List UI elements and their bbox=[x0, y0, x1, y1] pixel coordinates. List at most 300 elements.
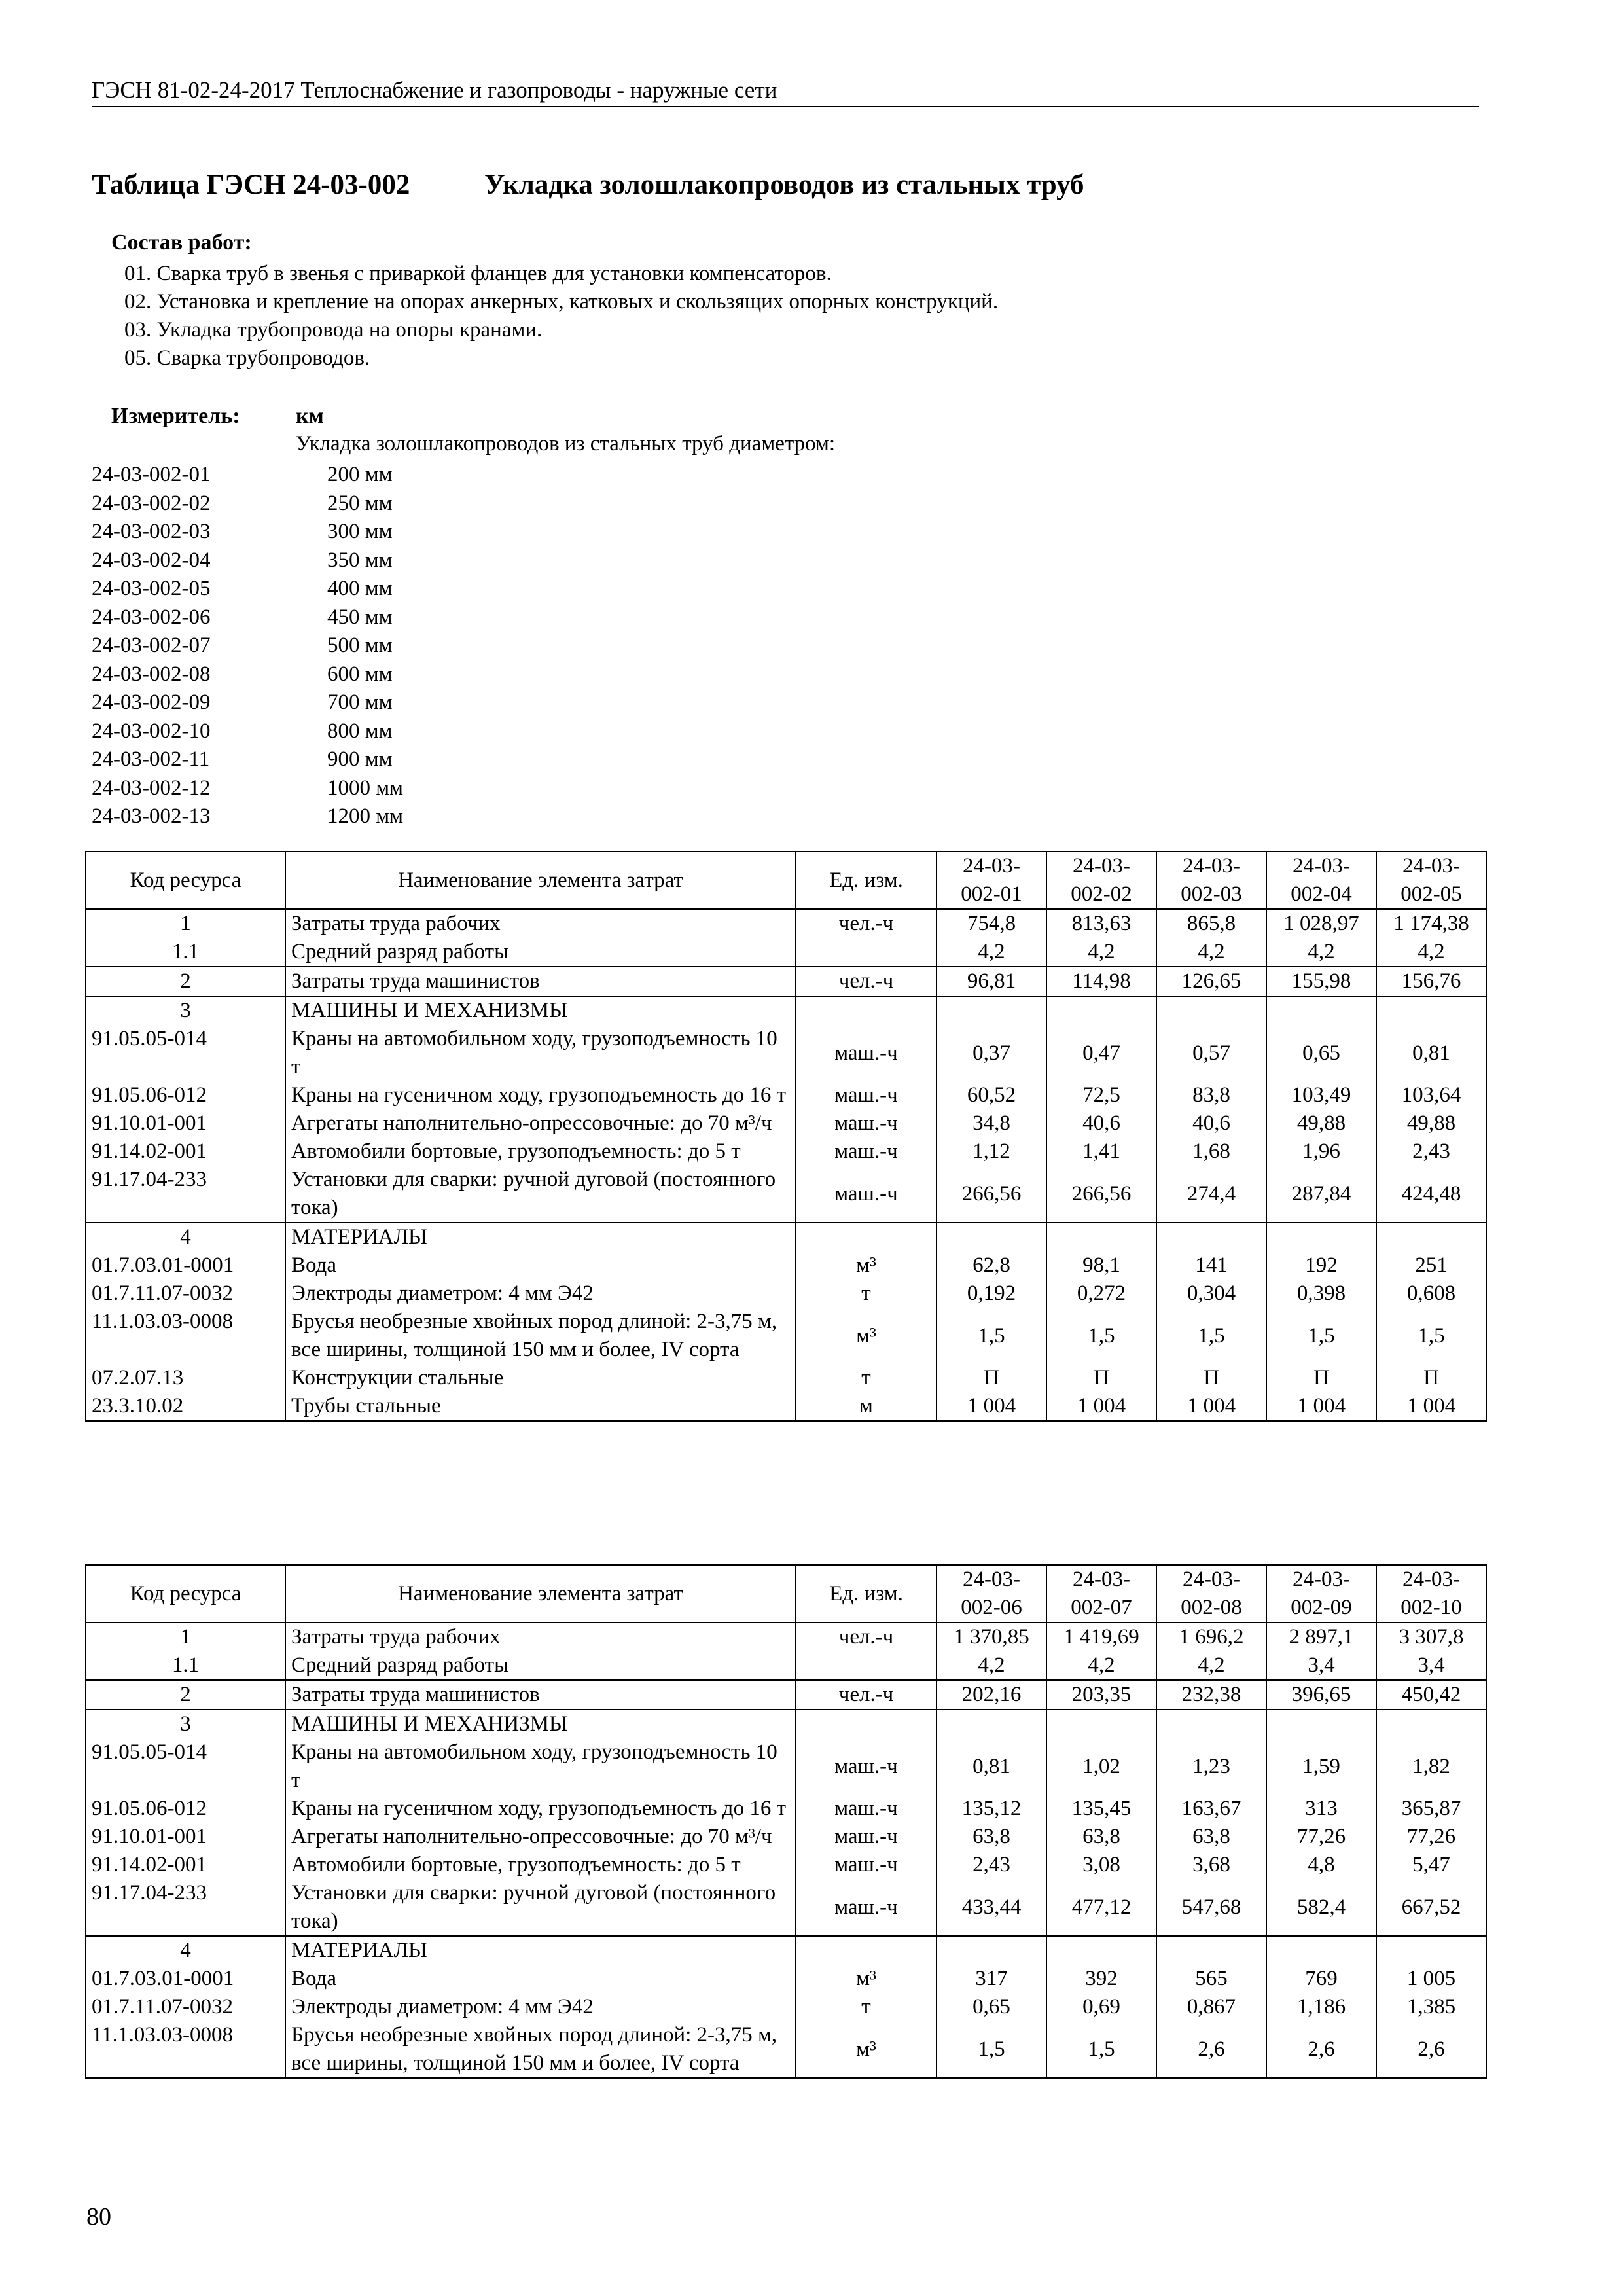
resource-unit: маш.-ч bbox=[796, 1795, 936, 1823]
cost-value bbox=[1266, 1223, 1376, 1251]
cost-value: 4,2 bbox=[1156, 1651, 1266, 1680]
resource-name: Затраты труда рабочих bbox=[285, 909, 796, 938]
pipe-diameter: 800 мм bbox=[327, 719, 393, 743]
cost-value: 2,6 bbox=[1156, 2021, 1266, 2078]
norm-code: 24-03-002-06 bbox=[92, 605, 211, 629]
cost-value: 450,42 bbox=[1376, 1680, 1486, 1710]
norm-code: 24-03-002-02 bbox=[92, 491, 211, 515]
col-header-line: 24-03- bbox=[1402, 854, 1460, 878]
cost-value: 72,5 bbox=[1046, 1081, 1156, 1109]
table-name: Укладка золошлакопроводов из стальных труб bbox=[484, 170, 1084, 200]
col-header-line: 002-06 bbox=[961, 1596, 1022, 1619]
cost-value: 1,5 bbox=[1046, 1308, 1156, 1364]
cost-value: 4,2 bbox=[936, 938, 1046, 967]
resource-code: 01.7.11.07-0032 bbox=[86, 1993, 285, 2021]
resource-unit: м³ bbox=[796, 2021, 936, 2078]
cost-value: 141 bbox=[1156, 1251, 1266, 1280]
cost-value: 1 004 bbox=[936, 1392, 1046, 1421]
cost-value: 274,4 bbox=[1156, 1166, 1266, 1223]
code-row bbox=[92, 660, 403, 689]
resource-name: Установки для сварки: ручной дуговой (постоянного тока) bbox=[285, 1879, 796, 1936]
cost-value: 3,68 bbox=[1156, 1851, 1266, 1879]
cost-value: 251 bbox=[1376, 1251, 1486, 1280]
cost-value: 163,67 bbox=[1156, 1795, 1266, 1823]
cost-value: 547,68 bbox=[1156, 1879, 1266, 1936]
cost-value: 1,41 bbox=[1046, 1138, 1156, 1166]
cost-value bbox=[1046, 1936, 1156, 1965]
cost-value: 3,4 bbox=[1376, 1651, 1486, 1680]
resource-name: Вода bbox=[285, 1965, 796, 1993]
cost-value: 0,47 bbox=[1046, 1025, 1156, 1081]
resource-name: МАШИНЫ И МЕХАНИЗМЫ bbox=[285, 1710, 796, 1738]
cost-value: 103,64 bbox=[1376, 1081, 1486, 1109]
resource-code: 91.17.04-233 bbox=[86, 1166, 285, 1223]
cost-value: 2,43 bbox=[1376, 1138, 1486, 1166]
table-row bbox=[86, 1823, 1486, 1851]
norm-code: 24-03-002-12 bbox=[92, 776, 211, 800]
col-header-norm bbox=[936, 1565, 1046, 1623]
cost-value: 155,98 bbox=[1266, 967, 1376, 996]
header-row bbox=[86, 1565, 1486, 1623]
cost-value bbox=[1046, 996, 1156, 1025]
cost-value: 1 004 bbox=[1156, 1392, 1266, 1421]
cost-value: 0,867 bbox=[1156, 1993, 1266, 2021]
col-header-norm bbox=[936, 852, 1046, 909]
cost-value: 0,37 bbox=[936, 1025, 1046, 1081]
resource-unit: маш.-ч bbox=[796, 1823, 936, 1851]
cost-value: 266,56 bbox=[1046, 1166, 1156, 1223]
code-row bbox=[92, 802, 403, 831]
cost-value: 0,69 bbox=[1046, 1993, 1156, 2021]
cost-value: 103,49 bbox=[1266, 1081, 1376, 1109]
code-row bbox=[92, 518, 403, 547]
table-title bbox=[92, 169, 1084, 201]
cost-value: 1,82 bbox=[1376, 1738, 1486, 1795]
table-row bbox=[86, 1138, 1486, 1166]
resource-unit: маш.-ч bbox=[796, 1081, 936, 1109]
col-header-line: 002-07 bbox=[1071, 1596, 1132, 1619]
table-row bbox=[86, 1280, 1486, 1308]
resource-code: 4 bbox=[86, 1223, 285, 1251]
resource-unit: маш.-ч bbox=[796, 1025, 936, 1081]
resource-code: 3 bbox=[86, 1710, 285, 1738]
cost-value: 0,192 bbox=[936, 1280, 1046, 1308]
resource-code: 23.3.10.02 bbox=[86, 1392, 285, 1421]
resource-code: 3 bbox=[86, 996, 285, 1025]
resource-code: 91.14.02-001 bbox=[86, 1851, 285, 1879]
col-header-line: 002-09 bbox=[1291, 1596, 1352, 1619]
cost-value: 754,8 bbox=[936, 909, 1046, 938]
col-header-line: 002-03 bbox=[1181, 882, 1242, 906]
resource-name: Средний разряд работы bbox=[285, 1651, 796, 1680]
cost-value: 1,68 bbox=[1156, 1138, 1266, 1166]
cost-value: 4,2 bbox=[1046, 1651, 1156, 1680]
resource-name: Затраты труда машинистов bbox=[285, 1680, 796, 1710]
table-row bbox=[86, 1025, 1486, 1081]
code-row bbox=[92, 547, 403, 575]
col-header-norm bbox=[1156, 1565, 1266, 1623]
cost-value: 1,5 bbox=[936, 1308, 1046, 1364]
cost-value: 392 bbox=[1046, 1965, 1156, 1993]
cost-value: 0,81 bbox=[936, 1738, 1046, 1795]
col-header-name: Наименование элемента затрат bbox=[285, 1565, 796, 1623]
resource-name: Краны на гусеничном ходу, грузоподъемность до 16 т bbox=[285, 1795, 796, 1823]
cost-value: 1,5 bbox=[1156, 1308, 1266, 1364]
cost-value: 60,52 bbox=[936, 1081, 1046, 1109]
page-number: 80 bbox=[86, 2203, 111, 2231]
cost-value: 1 004 bbox=[1046, 1392, 1156, 1421]
resource-name: Автомобили бортовые, грузоподъемность: до 5 т bbox=[285, 1138, 796, 1166]
cost-value: 2 897,1 bbox=[1266, 1623, 1376, 1651]
table-row bbox=[86, 1993, 1486, 2021]
norm-code: 24-03-002-08 bbox=[92, 662, 211, 686]
norm-code: 24-03-002-01 bbox=[92, 463, 211, 486]
cost-value bbox=[1156, 1223, 1266, 1251]
col-header-line: 24-03- bbox=[1402, 1568, 1460, 1591]
col-header-code: Код ресурса bbox=[86, 1565, 285, 1623]
cost-value bbox=[936, 996, 1046, 1025]
cost-value: 1,23 bbox=[1156, 1738, 1266, 1795]
resource-unit: м³ bbox=[796, 1965, 936, 1993]
table-row bbox=[86, 2021, 1486, 2078]
resource-unit: маш.-ч bbox=[796, 1109, 936, 1138]
resource-code: 01.7.11.07-0032 bbox=[86, 1280, 285, 1308]
pipe-diameter: 450 мм bbox=[327, 605, 393, 629]
cost-value: 1,5 bbox=[1376, 1308, 1486, 1364]
page-header: ГЭСН 81-02-24-2017 Теплоснабжение и газопроводы - наружные сети bbox=[92, 77, 1479, 107]
resource-name: Затраты труда машинистов bbox=[285, 967, 796, 996]
resource-name: Средний разряд работы bbox=[285, 938, 796, 967]
col-header-line: 24-03- bbox=[963, 854, 1020, 878]
resource-unit: маш.-ч bbox=[796, 1138, 936, 1166]
col-header-norm bbox=[1266, 852, 1376, 909]
cost-value: 135,12 bbox=[936, 1795, 1046, 1823]
table-row bbox=[86, 1109, 1486, 1138]
cost-value: 3,08 bbox=[1046, 1851, 1156, 1879]
cost-value bbox=[1266, 1936, 1376, 1965]
norm-code: 24-03-002-13 bbox=[92, 804, 211, 828]
code-row bbox=[92, 461, 403, 490]
resource-unit: т bbox=[796, 1993, 936, 2021]
cost-value: 1,59 bbox=[1266, 1738, 1376, 1795]
resource-unit: чел.-ч bbox=[796, 1623, 936, 1651]
table-row bbox=[86, 909, 1486, 938]
table-row bbox=[86, 1651, 1486, 1680]
resource-unit: чел.-ч bbox=[796, 967, 936, 996]
resource-name: Брусья необрезные хвойных пород длиной: 2-3,75 м, все ширины, толщиной 150 мм и более, IV сорта bbox=[285, 2021, 796, 2078]
cost-value bbox=[1376, 1223, 1486, 1251]
cost-value: 63,8 bbox=[936, 1823, 1046, 1851]
cost-value bbox=[1046, 1223, 1156, 1251]
table-code: Таблица ГЭСН 24-03-002 bbox=[92, 170, 410, 200]
cost-value: 317 bbox=[936, 1965, 1046, 1993]
cost-value: П bbox=[1046, 1364, 1156, 1392]
col-header-line: 002-04 bbox=[1291, 882, 1352, 906]
resource-code: 11.1.03.03-0008 bbox=[86, 2021, 285, 2078]
table-row bbox=[86, 1392, 1486, 1421]
cost-value bbox=[1156, 1710, 1266, 1738]
pipe-diameter: 1000 мм bbox=[327, 776, 404, 800]
table-row bbox=[86, 1710, 1486, 1738]
works-label: Состав работ: bbox=[111, 230, 252, 255]
cost-value: 63,8 bbox=[1046, 1823, 1156, 1851]
cost-value: 1,186 bbox=[1266, 1993, 1376, 2021]
cost-value: 0,81 bbox=[1376, 1025, 1486, 1081]
code-row bbox=[92, 575, 403, 603]
resource-name: Агрегаты наполнительно-опрессовочные: до 70 м³/ч bbox=[285, 1109, 796, 1138]
resource-code: 01.7.03.01-0001 bbox=[86, 1251, 285, 1280]
cost-value: 4,2 bbox=[1046, 938, 1156, 967]
resource-code: 07.2.07.13 bbox=[86, 1364, 285, 1392]
table-row bbox=[86, 1965, 1486, 1993]
col-header-line: 24-03- bbox=[963, 1568, 1020, 1591]
cost-value: 1,02 bbox=[1046, 1738, 1156, 1795]
col-header-line: 002-05 bbox=[1400, 882, 1462, 906]
cost-value: 156,76 bbox=[1376, 967, 1486, 996]
cost-value: П bbox=[1376, 1364, 1486, 1392]
cost-value: П bbox=[1266, 1364, 1376, 1392]
cost-value: 232,38 bbox=[1156, 1680, 1266, 1710]
resource-unit bbox=[796, 1651, 936, 1680]
resource-unit: маш.-ч bbox=[796, 1738, 936, 1795]
cost-value: 1 004 bbox=[1376, 1392, 1486, 1421]
pipe-diameter: 900 мм bbox=[327, 747, 393, 771]
pipe-diameter: 200 мм bbox=[327, 463, 393, 486]
resource-code: 91.14.02-001 bbox=[86, 1138, 285, 1166]
resource-name: Агрегаты наполнительно-опрессовочные: до 70 м³/ч bbox=[285, 1823, 796, 1851]
cost-value: 114,98 bbox=[1046, 967, 1156, 996]
norm-code: 24-03-002-11 bbox=[92, 747, 210, 771]
cost-value: 433,44 bbox=[936, 1879, 1046, 1936]
col-header-line: 002-08 bbox=[1181, 1596, 1242, 1619]
resource-code: 1.1 bbox=[86, 938, 285, 967]
table-row bbox=[86, 1738, 1486, 1795]
cost-value: 77,26 bbox=[1376, 1823, 1486, 1851]
cost-value: 4,2 bbox=[1266, 938, 1376, 967]
resource-code: 91.05.05-014 bbox=[86, 1025, 285, 1081]
norm-code: 24-03-002-04 bbox=[92, 548, 211, 572]
cost-value: 203,35 bbox=[1046, 1680, 1156, 1710]
table-row bbox=[86, 1166, 1486, 1223]
col-header-line: 002-02 bbox=[1071, 882, 1132, 906]
cost-value bbox=[1046, 1710, 1156, 1738]
cost-value bbox=[1376, 1936, 1486, 1965]
resource-code: 1 bbox=[86, 909, 285, 938]
resource-unit bbox=[796, 996, 936, 1025]
pipe-diameter: 500 мм bbox=[327, 634, 393, 657]
cost-value bbox=[1376, 996, 1486, 1025]
norm-code: 24-03-002-10 bbox=[92, 719, 211, 743]
cost-value: 63,8 bbox=[1156, 1823, 1266, 1851]
cost-value: 1,385 bbox=[1376, 1993, 1486, 2021]
cost-value: 83,8 bbox=[1156, 1081, 1266, 1109]
resource-unit: м³ bbox=[796, 1251, 936, 1280]
resource-name: Электроды диаметром: 4 мм Э42 bbox=[285, 1993, 796, 2021]
pipe-diameter: 1200 мм bbox=[327, 804, 404, 828]
resource-unit bbox=[796, 1710, 936, 1738]
resource-code: 91.05.05-014 bbox=[86, 1738, 285, 1795]
resource-name: Вода bbox=[285, 1251, 796, 1280]
cost-value: 2,6 bbox=[1376, 2021, 1486, 2078]
cost-value: 4,2 bbox=[1376, 938, 1486, 967]
col-header-line: 24-03- bbox=[1183, 854, 1240, 878]
pipe-diameter: 350 мм bbox=[327, 548, 393, 572]
cost-value: 96,81 bbox=[936, 967, 1046, 996]
table-row bbox=[86, 1795, 1486, 1823]
resource-unit bbox=[796, 1936, 936, 1965]
cost-value bbox=[1376, 1710, 1486, 1738]
resource-name: Автомобили бортовые, грузоподъемность: до 5 т bbox=[285, 1851, 796, 1879]
cost-value: 126,65 bbox=[1156, 967, 1266, 996]
resource-table-2 bbox=[85, 1564, 1487, 2079]
resource-unit: чел.-ч bbox=[796, 909, 936, 938]
col-header-line: 24-03- bbox=[1073, 1568, 1130, 1591]
resource-unit: м bbox=[796, 1392, 936, 1421]
col-header-line: 24-03- bbox=[1293, 854, 1350, 878]
resource-name: Брусья необрезные хвойных пород длиной: 2-3,75 м, все ширины, толщиной 150 мм и более, IV сорта bbox=[285, 1308, 796, 1364]
cost-value bbox=[1156, 1936, 1266, 1965]
cost-value: 1 004 bbox=[1266, 1392, 1376, 1421]
norm-code: 24-03-002-07 bbox=[92, 634, 211, 657]
resource-name: Затраты труда рабочих bbox=[285, 1623, 796, 1651]
cost-value: 477,12 bbox=[1046, 1879, 1156, 1936]
cost-value: 0,304 bbox=[1156, 1280, 1266, 1308]
col-header-norm bbox=[1046, 1565, 1156, 1623]
cost-value: 565 bbox=[1156, 1965, 1266, 1993]
cost-value: 2,6 bbox=[1266, 2021, 1376, 2078]
col-header-code: Код ресурса bbox=[86, 852, 285, 909]
resource-code: 1.1 bbox=[86, 1651, 285, 1680]
col-header-line: 24-03- bbox=[1073, 854, 1130, 878]
col-header-unit: Ед. изм. bbox=[796, 1565, 936, 1623]
cost-value: 62,8 bbox=[936, 1251, 1046, 1280]
resource-code: 1 bbox=[86, 1623, 285, 1651]
cost-value: 0,65 bbox=[1266, 1025, 1376, 1081]
resource-unit: т bbox=[796, 1280, 936, 1308]
col-header-line: 24-03- bbox=[1293, 1568, 1350, 1591]
cost-value: 4,8 bbox=[1266, 1851, 1376, 1879]
cost-value: 0,57 bbox=[1156, 1025, 1266, 1081]
pipe-diameter: 300 мм bbox=[327, 520, 393, 543]
resource-code: 2 bbox=[86, 967, 285, 996]
resource-code: 91.10.01-001 bbox=[86, 1109, 285, 1138]
table-row bbox=[86, 1308, 1486, 1364]
resource-name: Трубы стальные bbox=[285, 1392, 796, 1421]
norm-code: 24-03-002-05 bbox=[92, 577, 211, 600]
resource-unit: маш.-ч bbox=[796, 1851, 936, 1879]
pipe-diameter: 250 мм bbox=[327, 491, 393, 515]
col-header-line: 002-01 bbox=[961, 882, 1022, 906]
resource-name: Конструкции стальные bbox=[285, 1364, 796, 1392]
resource-name: МАТЕРИАЛЫ bbox=[285, 1936, 796, 1965]
cost-value: 1,5 bbox=[1046, 2021, 1156, 2078]
table-row bbox=[86, 1251, 1486, 1280]
table-row bbox=[86, 1936, 1486, 1965]
cost-value: 49,88 bbox=[1376, 1109, 1486, 1138]
cost-value: 1 005 bbox=[1376, 1965, 1486, 1993]
works-list bbox=[124, 260, 998, 372]
col-header-name: Наименование элемента затрат bbox=[285, 852, 796, 909]
col-header-norm bbox=[1266, 1565, 1376, 1623]
resource-code: 91.10.01-001 bbox=[86, 1823, 285, 1851]
table-row bbox=[86, 1081, 1486, 1109]
cost-value: 192 bbox=[1266, 1251, 1376, 1280]
pipe-diameter: 700 мм bbox=[327, 691, 393, 714]
cost-value bbox=[936, 1936, 1046, 1965]
cost-value: 98,1 bbox=[1046, 1251, 1156, 1280]
cost-value: 34,8 bbox=[936, 1109, 1046, 1138]
cost-value: 865,8 bbox=[1156, 909, 1266, 938]
cost-value: 769 bbox=[1266, 1965, 1376, 1993]
resource-name: Краны на автомобильном ходу, грузоподъемность 10 т bbox=[285, 1738, 796, 1795]
table-row bbox=[86, 1879, 1486, 1936]
code-row bbox=[92, 490, 403, 518]
resource-unit: т bbox=[796, 1364, 936, 1392]
work-item: 03. Укладка трубопровода на опоры кранами. bbox=[124, 318, 543, 342]
work-item: 01. Сварка труб в звенья с приваркой фланцев для установки компенсаторов. bbox=[124, 262, 832, 285]
table-row bbox=[86, 996, 1486, 1025]
code-row bbox=[92, 632, 403, 660]
resource-unit: чел.-ч bbox=[796, 1680, 936, 1710]
cost-value: 0,65 bbox=[936, 1993, 1046, 2021]
cost-value: П bbox=[936, 1364, 1046, 1392]
cost-value: 4,2 bbox=[936, 1651, 1046, 1680]
cost-value: 813,63 bbox=[1046, 909, 1156, 938]
meter-unit: км bbox=[296, 404, 324, 428]
resource-name: Краны на автомобильном ходу, грузоподъемность 10 т bbox=[285, 1025, 796, 1081]
resource-name: Краны на гусеничном ходу, грузоподъемность до 16 т bbox=[285, 1081, 796, 1109]
cost-value: 0,272 bbox=[1046, 1280, 1156, 1308]
cost-value: 40,6 bbox=[1046, 1109, 1156, 1138]
col-header-norm bbox=[1376, 852, 1486, 909]
cost-value: 1,12 bbox=[936, 1138, 1046, 1166]
resource-unit: м³ bbox=[796, 1308, 936, 1364]
resource-code: 4 bbox=[86, 1936, 285, 1965]
cost-value: 135,45 bbox=[1046, 1795, 1156, 1823]
cost-value: 365,87 bbox=[1376, 1795, 1486, 1823]
cost-value: 77,26 bbox=[1266, 1823, 1376, 1851]
meter-description: Укладка золошлакопроводов из стальных труб диаметром: bbox=[296, 432, 836, 456]
cost-value: 1,5 bbox=[936, 2021, 1046, 2078]
resource-unit: маш.-ч bbox=[796, 1166, 936, 1223]
cost-value: 3 307,8 bbox=[1376, 1623, 1486, 1651]
col-header-line: 24-03- bbox=[1183, 1568, 1240, 1591]
cost-value: 266,56 bbox=[936, 1166, 1046, 1223]
resource-name: Электроды диаметром: 4 мм Э42 bbox=[285, 1280, 796, 1308]
resource-code: 91.17.04-233 bbox=[86, 1879, 285, 1936]
cost-value: 4,2 bbox=[1156, 938, 1266, 967]
resource-unit bbox=[796, 1223, 936, 1251]
resource-table-1 bbox=[85, 851, 1487, 1422]
resource-name: МАШИНЫ И МЕХАНИЗМЫ bbox=[285, 996, 796, 1025]
resource-name: МАТЕРИАЛЫ bbox=[285, 1223, 796, 1251]
col-header-norm bbox=[1046, 852, 1156, 909]
cost-value: 1 174,38 bbox=[1376, 909, 1486, 938]
meter-label: Измеритель: bbox=[111, 404, 240, 428]
resource-code: 01.7.03.01-0001 bbox=[86, 1965, 285, 1993]
resource-unit bbox=[796, 938, 936, 967]
cost-value: П bbox=[1156, 1364, 1266, 1392]
cost-value: 667,52 bbox=[1376, 1879, 1486, 1936]
cost-value: 287,84 bbox=[1266, 1166, 1376, 1223]
col-header-line: 002-10 bbox=[1400, 1596, 1462, 1619]
resource-code: 11.1.03.03-0008 bbox=[86, 1308, 285, 1364]
table-row bbox=[86, 938, 1486, 967]
table-row bbox=[86, 1680, 1486, 1710]
cost-value bbox=[936, 1710, 1046, 1738]
cost-value: 313 bbox=[1266, 1795, 1376, 1823]
code-row bbox=[92, 745, 403, 774]
